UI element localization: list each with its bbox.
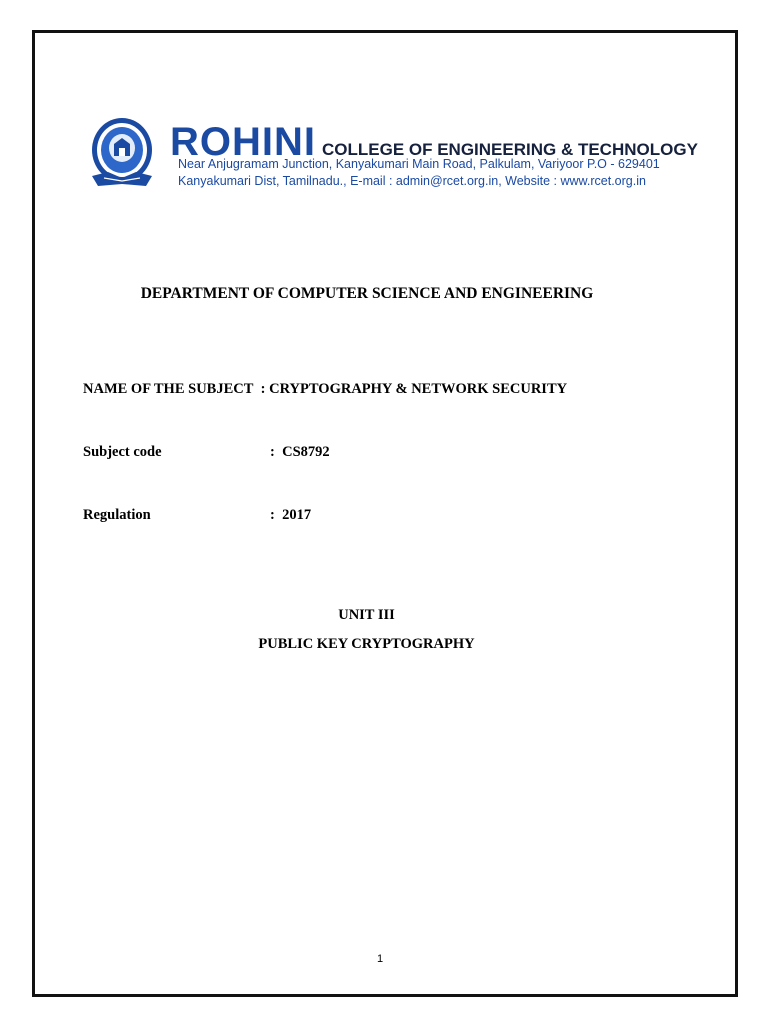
regulation-value: 2017 [282, 507, 312, 523]
unit-number: UNIT III [338, 607, 395, 623]
department-text: DEPARTMENT OF COMPUTER SCIENCE AND ENGINEERING [140, 285, 594, 302]
address-line-2: Kanyakumari Dist, Tamilnadu., E-mail : admin@rcet.org.in, Website : www.rcet.org.in [178, 174, 646, 188]
subject-label: NAME OF THE SUBJECT [83, 381, 254, 397]
regulation-value-row [270, 507, 311, 524]
subject-separator: : [260, 381, 266, 397]
subject-value: CRYPTOGRAPHY & NETWORK SECURITY [269, 381, 568, 397]
department-heading [0, 285, 768, 303]
unit-title: PUBLIC KEY CRYPTOGRAPHY [258, 636, 475, 652]
subject-code-value: CS8792 [282, 444, 330, 460]
college-seal-icon [88, 114, 156, 192]
subject-code-label: Subject code [83, 444, 162, 460]
brand-subtitle: COLLEGE OF ENGINEERING & TECHNOLOGY [322, 140, 698, 159]
brand-name: ROHINI [170, 120, 316, 164]
subject-row [83, 381, 567, 398]
subject-code-value-row [270, 444, 330, 461]
address-line-1: Near Anjugramam Junction, Kanyakumari Main Road, Palkulam, Variyoor P.O - 629401 [178, 157, 660, 171]
page-number: 1 [376, 953, 384, 965]
subject-code-separator: : [270, 444, 275, 460]
college-header-banner [84, 108, 698, 208]
regulation-label: Regulation [83, 507, 151, 523]
regulation-separator: : [270, 507, 275, 523]
